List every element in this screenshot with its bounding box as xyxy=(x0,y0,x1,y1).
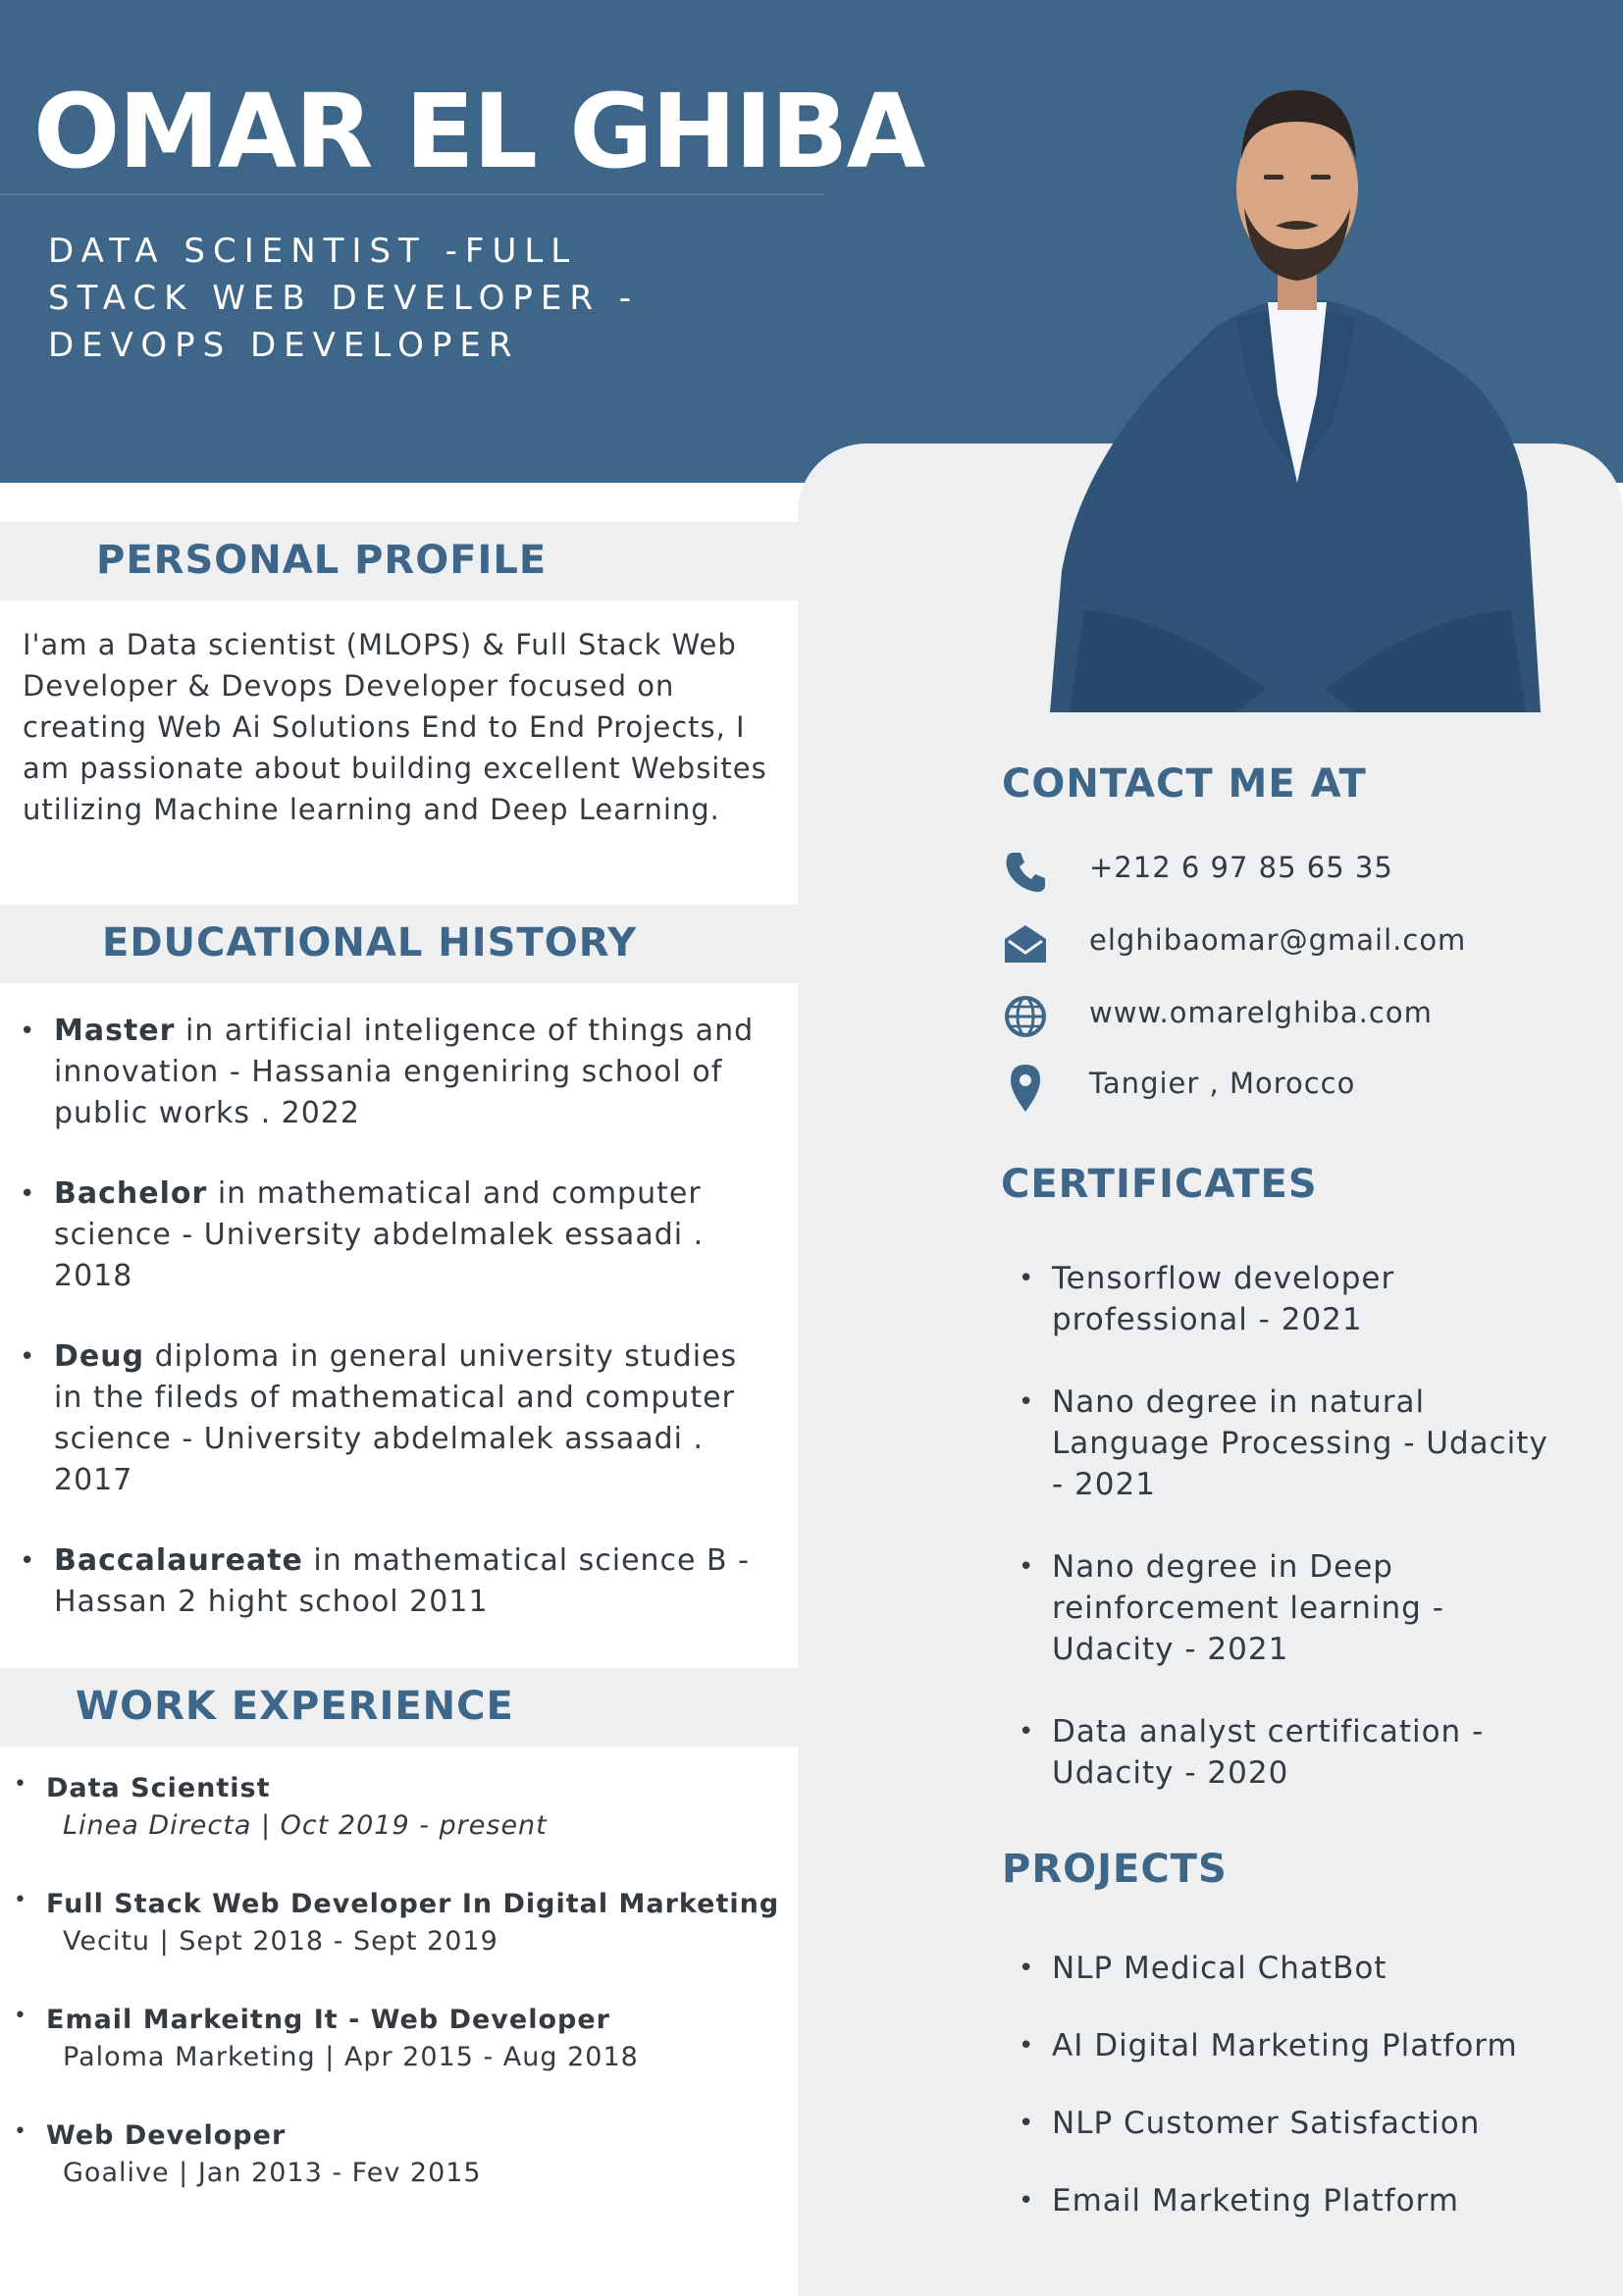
candidate-name: OMAR EL GHIBA xyxy=(33,72,924,191)
education-heading: EDUCATIONAL HISTORY xyxy=(102,920,638,965)
education-detail: in artificial inteligence of things and innovation - Hassania engeniring school of public works . 2022 xyxy=(54,1014,755,1130)
work-item xyxy=(0,1886,785,1960)
work-heading: WORK EXPERIENCE xyxy=(76,1684,514,1729)
project-item: • NLP Customer Satisfaction xyxy=(1017,2103,1566,2144)
location-pin-icon xyxy=(1001,1063,1050,1112)
website-url[interactable]: www.omarelghiba.com xyxy=(1089,996,1433,1029)
projects-heading: PROJECTS xyxy=(1002,1847,1228,1892)
job-meta: Linea Directa | Oct 2019 - present xyxy=(63,1810,548,1841)
education-item xyxy=(0,1336,765,1501)
certificate-item: • Data analyst certification - Udacity - 2020 xyxy=(1017,1711,1566,1794)
work-item xyxy=(0,1770,785,1845)
certificates-heading: CERTIFICATES xyxy=(1001,1162,1318,1207)
education-degree: Master xyxy=(54,1014,176,1048)
certificate-item: • Nano degree in Deep reinforcement learning - Udacity - 2021 xyxy=(1017,1546,1566,1670)
contact-location xyxy=(1001,1063,1609,1112)
work-item xyxy=(0,2002,785,2076)
education-item xyxy=(0,1174,765,1297)
education-item xyxy=(0,1540,765,1623)
contact-website xyxy=(1001,992,1609,1041)
job-meta: Vecitu | Sept 2018 - Sept 2019 xyxy=(63,1926,498,1957)
envelope-icon xyxy=(1001,919,1050,968)
contact-heading: CONTACT ME AT xyxy=(1002,761,1367,807)
education-detail: in mathematical science B - Hassan 2 hight school 2011 xyxy=(54,1543,750,1619)
certificate-item: • Nano degree in natural Language Processing - Udacity - 2021 xyxy=(1017,1382,1566,1505)
profile-heading: PERSONAL PROFILE xyxy=(96,538,548,583)
education-detail: in mathematical and computer science - University abdelmalek essaadi . 2018 xyxy=(54,1176,705,1293)
job-title: • Email Markeitng It - Web Developer xyxy=(46,2005,610,2035)
email-address[interactable]: elghibaomar@gmail.com xyxy=(1089,923,1467,957)
job-subtitle: DATA SCIENTIST -FULL STACK WEB DEVELOPER - DEVOPS DEVELOPER xyxy=(48,232,640,365)
education-item xyxy=(0,1011,765,1134)
work-item xyxy=(0,2117,785,2192)
contact-phone xyxy=(1001,847,1609,896)
education-detail: diploma in general university studies in the fileds of mathematical and computer science - University abdelmalek assaadi . 2017 xyxy=(54,1339,738,1497)
project-item: • NLP Medical ChatBot xyxy=(1017,1948,1566,1989)
job-title: • Data Scientist xyxy=(46,1773,271,1803)
job-meta: Goalive | Jan 2013 - Fev 2015 xyxy=(63,2158,482,2188)
phone-icon xyxy=(1001,847,1050,896)
project-item: • AI Digital Marketing Platform xyxy=(1017,2025,1566,2066)
job-meta: Paloma Marketing | Apr 2015 - Aug 2018 xyxy=(63,2042,639,2072)
profile-photo xyxy=(1040,61,1550,712)
location-text: Tangier , Morocco xyxy=(1089,1067,1356,1100)
work-list xyxy=(0,1770,785,2233)
certificate-item: • Tensorflow developer professional - 2021 xyxy=(1017,1258,1566,1340)
projects-list xyxy=(1017,1948,1566,2258)
education-list xyxy=(0,1011,765,1662)
job-title: • Web Developer xyxy=(46,2120,287,2151)
certificates-list xyxy=(1017,1258,1566,1835)
phone-number[interactable]: +212 6 97 85 65 35 xyxy=(1089,851,1393,884)
project-item: • Email Marketing Platform xyxy=(1017,2180,1566,2221)
education-degree: Baccalaureate xyxy=(54,1543,303,1578)
contact-email xyxy=(1001,919,1609,968)
globe-icon xyxy=(1001,992,1050,1041)
education-degree: Bachelor xyxy=(54,1176,208,1211)
name-divider xyxy=(0,193,824,195)
job-title: • Full Stack Web Developer In Digital Marketing xyxy=(46,1889,780,1919)
education-degree: Deug xyxy=(54,1339,145,1374)
profile-text: I'am a Data scientist (MLOPS) & Full Stack Web Developer & Devops Developer focused on creating Web Ai Solutions End to End Projects, I am passionate about building excellent Websites utilizing Machine learning and Deep Learning. xyxy=(23,628,767,826)
